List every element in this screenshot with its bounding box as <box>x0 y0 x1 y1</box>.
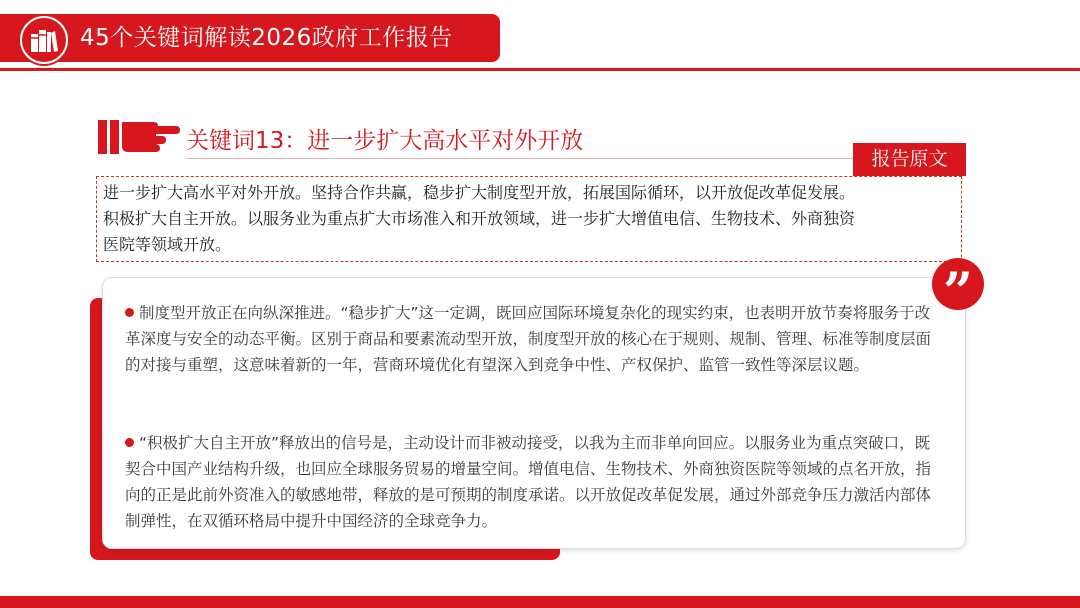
bullet-icon <box>125 438 134 447</box>
footer-bar <box>0 596 1080 608</box>
commentary-paragraph <box>125 300 943 378</box>
original-text-box <box>96 176 962 262</box>
bullet-icon <box>125 308 134 317</box>
commentary-card <box>102 277 966 549</box>
quote-icon: ” <box>932 258 984 310</box>
commentary-paragraph <box>125 430 943 534</box>
original-text: 进一步扩大高水平对外开放。坚持合作共赢，稳步扩大制度型开放，拓展国际循环，以开放促改革促发展。 积极扩大自主开放。以服务业为重点扩大市场准入和开放领域，进一步扩大增值电信、生物技术、外商独资 医院等领域开放。 <box>103 183 856 254</box>
keyword-title: 关键词13：进一步扩大高水平对外开放 <box>186 128 584 154</box>
commentary-paragraph-text: “积极扩大自主开放”释放出的信号是，主动设计而非被动接受，以我为主而非单向回应。以服务业为重点突破口，既契合中国产业结构升级，也回应全球服务贸易的增量空间。增值电信、生物技术、外商独资医院等领域的点名开放，指向的正是此前外资准入的敏感地带，释放的是可预期的制度承诺。以开放促改革促发展，通过外部竞争压力激活内部体制弹性，在双循环格局中提升中国经济的全球竞争力。 <box>125 434 932 530</box>
page-title: 45个关键词解读2026政府工作报告 <box>80 25 453 51</box>
header-divider <box>0 68 1080 71</box>
pointing-hand-icon <box>98 116 180 162</box>
original-text-tag: 报告原文 <box>853 143 966 176</box>
keyword-underline <box>186 158 956 159</box>
book-stack-icon <box>20 16 68 64</box>
commentary-paragraph-text: 制度型开放正在向纵深推进。“稳步扩大”这一定调，既回应国际环境复杂化的现实约束，也表明开放节奏将服务于改革深度与安全的动态平衡。区别于商品和要素流动型开放，制度型开放的核心在于规则、规制、管理、标准等制度层面的对接与重塑，这意味着新的一年，营商环境优化有望深入到竞争中性、产权保护、监管一致性等深层议题。 <box>125 304 932 374</box>
